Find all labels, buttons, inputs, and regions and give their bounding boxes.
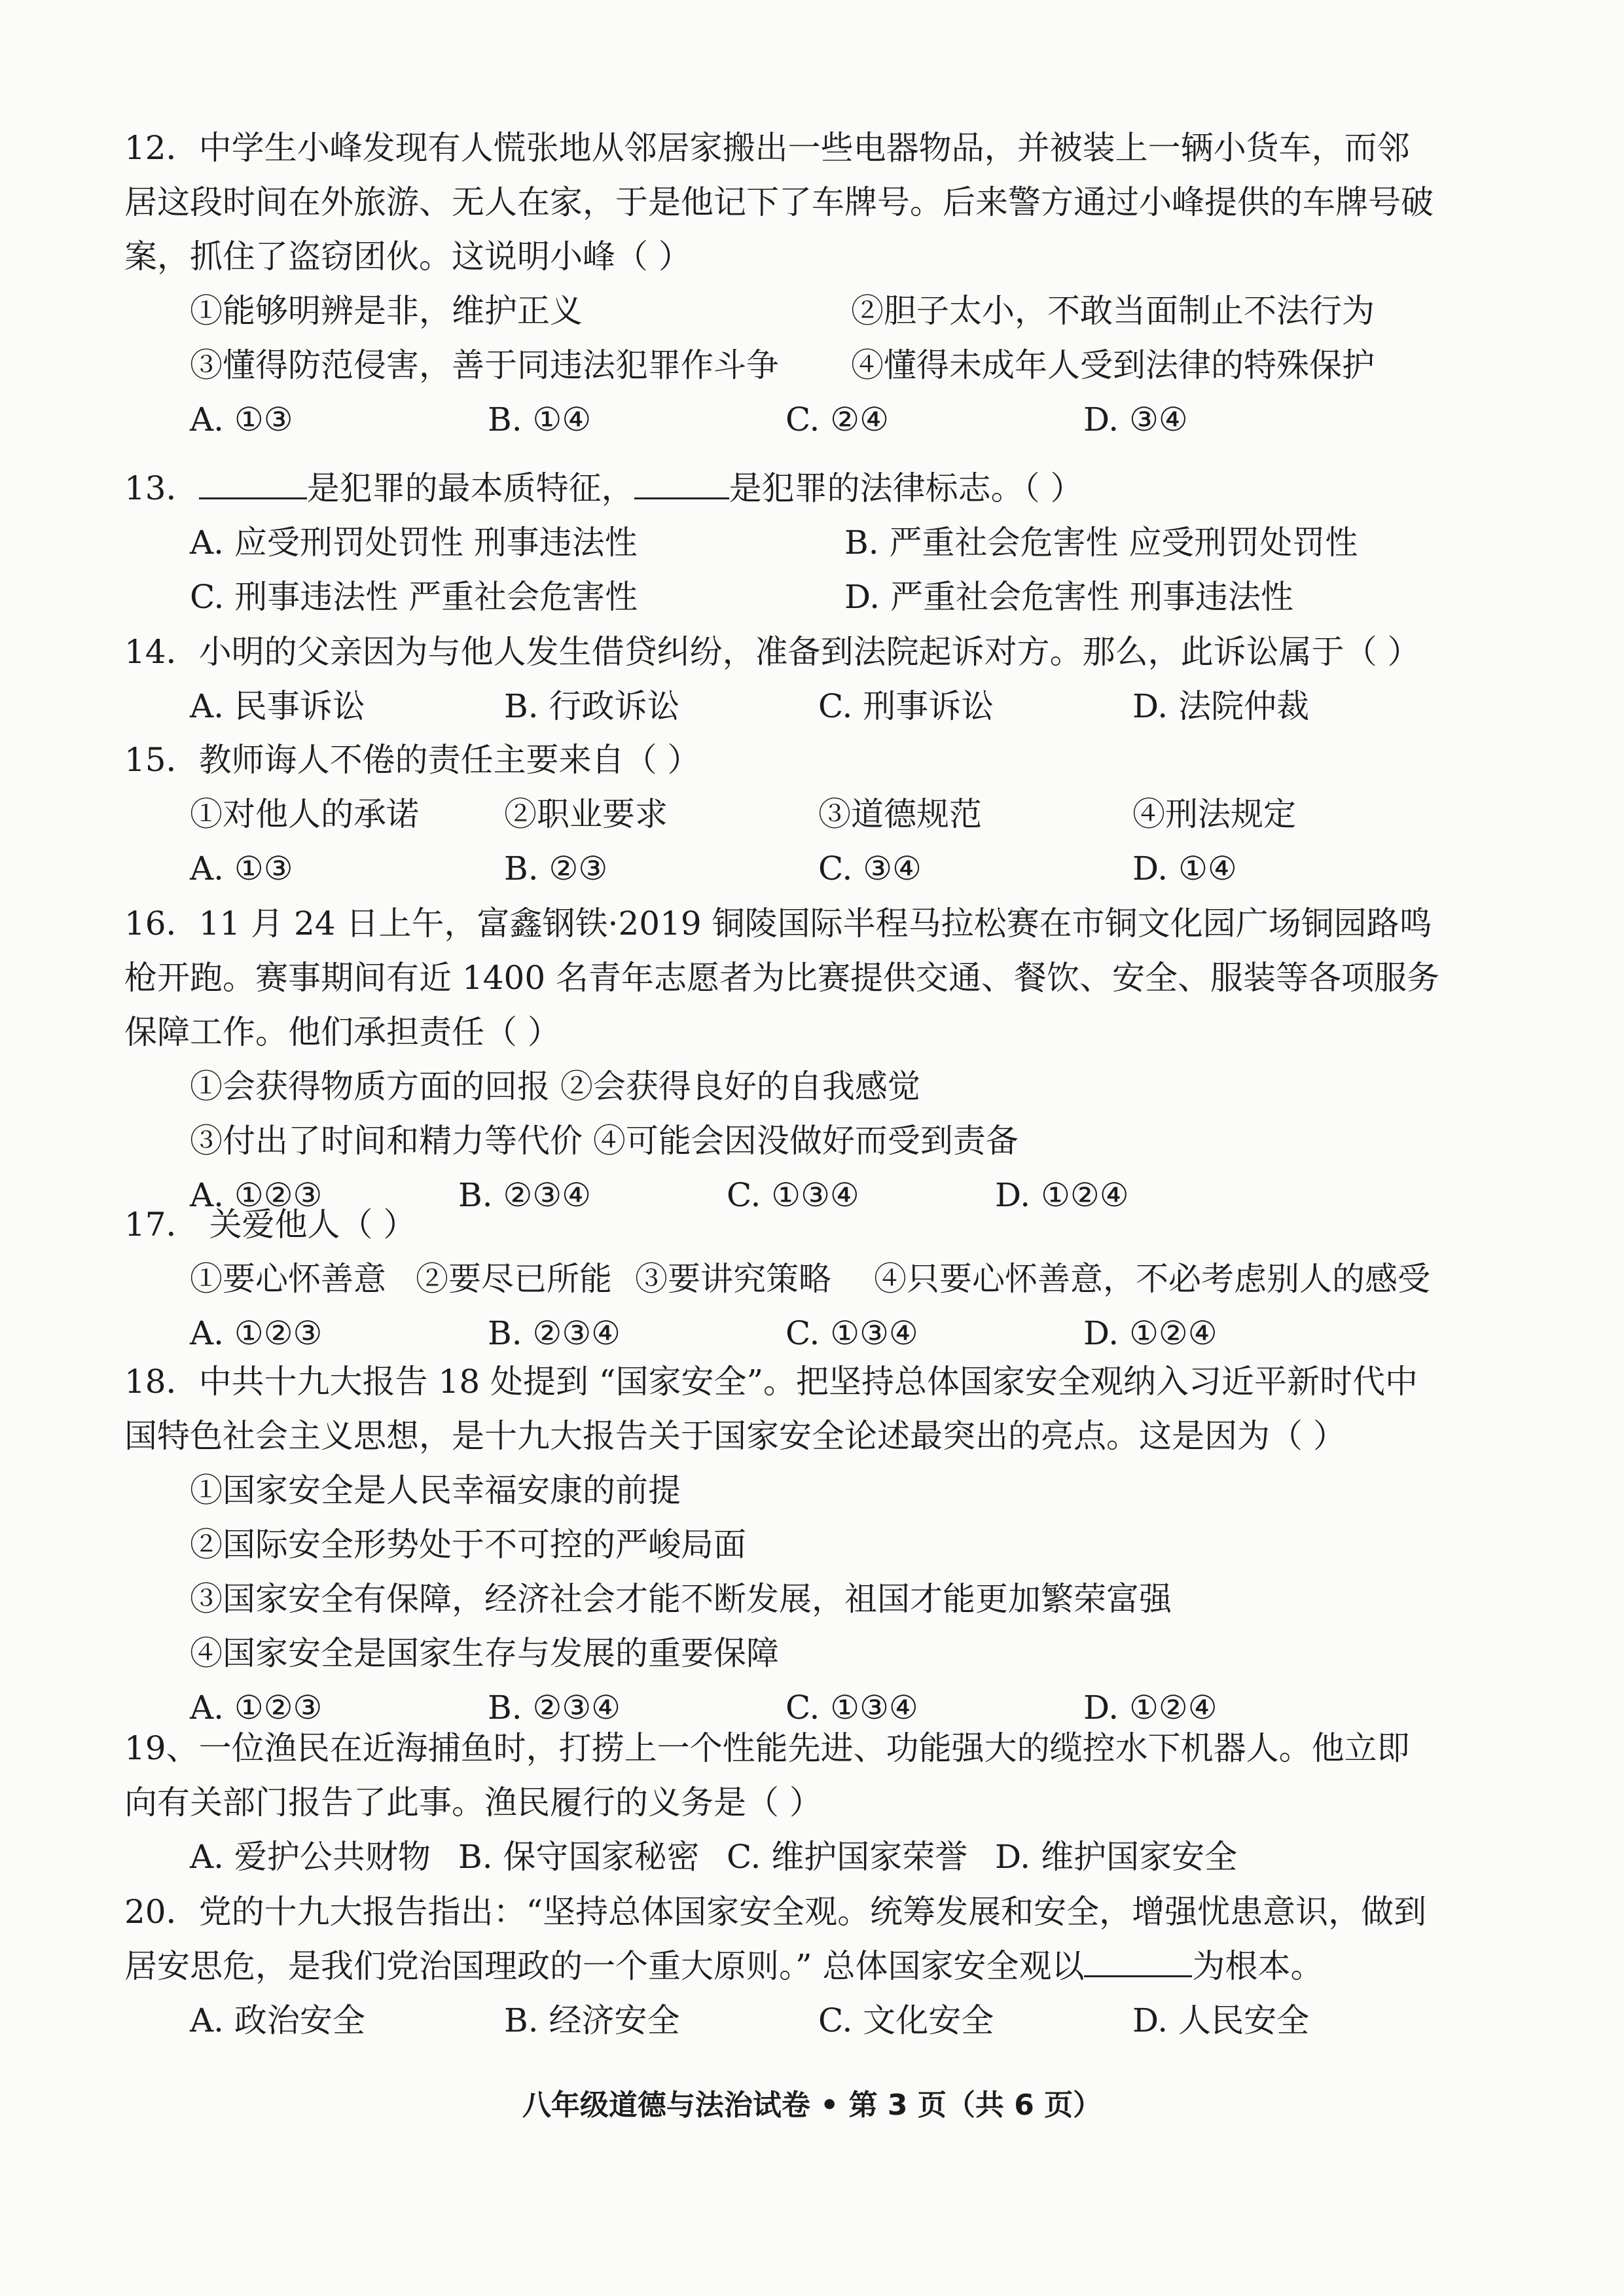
question-18 (124, 1355, 1440, 1735)
statement-4: ④国家安全是国家生存与发展的重要保障 (190, 1634, 779, 1672)
question-12 (124, 121, 1440, 447)
option-d[interactable]: D. 人民安全 (1132, 2001, 1310, 2039)
option-c[interactable]: C. ③④ (818, 850, 922, 888)
option-a[interactable]: A. 应受刑罚处罚性 刑事违法性 (190, 524, 638, 562)
question-text: 是犯罪的最本质特征， (306, 469, 634, 507)
statement-1: ①国家安全是人民幸福安康的前提 (190, 1471, 681, 1509)
statement-4: ④只要心怀善意，不必考虑别人的感受 (874, 1260, 1430, 1298)
option-c[interactable]: C. ①③④ (785, 1689, 918, 1727)
question-stem (124, 1885, 1440, 1994)
statement-4: ④懂得未成年人受到法律的特殊保护 (851, 346, 1375, 384)
question-text: 20．党的十九大报告指出：“坚持总体国家安全观。统筹发展和安全，增强忧患意识，做到居安思危，是我们党治国理政的一个重大原则。” 总体国家安全观以 (124, 1893, 1427, 1985)
option-a[interactable]: A. ①②③ (190, 1176, 323, 1214)
option-row (124, 570, 1440, 624)
question-20 (124, 1885, 1440, 2048)
option-a[interactable]: A. 爱护公共财物 (190, 1838, 431, 1876)
option-row (124, 1994, 1440, 2048)
option-row (124, 516, 1440, 570)
statement-row (124, 787, 1440, 842)
question-stem: 17． 关爱他人（ ） (124, 1206, 416, 1244)
option-row (124, 1830, 1440, 1884)
answer-blank[interactable] (1084, 1946, 1192, 1977)
option-a[interactable]: A. ①②③ (190, 1314, 323, 1352)
answer-blank[interactable] (634, 469, 729, 499)
question-13 (124, 461, 1440, 624)
question-14 (124, 625, 1440, 734)
option-d[interactable]: D. ①②④ (1083, 1314, 1218, 1352)
option-d[interactable]: D. ①②④ (995, 1176, 1129, 1214)
option-b[interactable]: B. ①④ (488, 401, 592, 439)
statement-3: ③懂得防范侵害，善于同违法犯罪作斗争 (190, 346, 779, 384)
question-15 (124, 733, 1440, 896)
question-stem: 12．中学生小峰发现有人慌张地从邻居家搬出一些电器物品，并被装上一辆小货车，而邻居这段时间在外旅游、无人在家，于是他记下了车牌号。后来警方通过小峰提供的车牌号破案，抓住了盗窃团伙。这说明小峰（ ） (124, 129, 1434, 276)
statement-1: ①能够明辨是非，维护正义 (190, 292, 583, 330)
statement-2: ②职业要求 (504, 795, 668, 833)
question-17 (124, 1198, 1440, 1361)
question-text: 是犯罪的法律标志。（ ） (729, 469, 1083, 507)
option-c[interactable]: C. ①③④ (727, 1176, 859, 1214)
option-b[interactable]: B. 经济安全 (504, 2001, 680, 2039)
page-footer: 八年级道德与法治试卷 • 第 3 页（共 6 页） (522, 2089, 1102, 2122)
option-a[interactable]: A. 民事诉讼 (190, 687, 365, 725)
statement-row (124, 338, 1440, 393)
question-number: 13． (124, 469, 199, 507)
option-b[interactable]: B. ②③④ (488, 1314, 621, 1352)
statement-row (124, 284, 1440, 338)
option-c[interactable]: C. 刑事诉讼 (818, 687, 994, 725)
option-c[interactable]: C. 文化安全 (818, 2001, 994, 2039)
statement-3: ③国家安全有保障，经济社会才能不断发展，祖国才能更加繁荣富强 (190, 1580, 1172, 1618)
option-d[interactable]: D. 严重社会危害性 刑事违法性 (844, 578, 1293, 616)
statement-line: ③付出了时间和精力等代价 ④可能会因没做好而受到责备 (190, 1122, 1019, 1160)
option-d[interactable]: D. ①②④ (1083, 1689, 1218, 1727)
question-stem (124, 461, 1440, 516)
statement-1: ①对他人的承诺 (190, 795, 419, 833)
question-stem: 19、一位渔民在近海捕鱼时，打捞上一个性能先进、功能强大的缆控水下机器人。他立即向有关部门报告了此事。渔民履行的义务是（ ） (124, 1729, 1410, 1821)
question-stem: 16．11 月 24 日上午，富鑫钢铁·2019 铜陵国际半程马拉松赛在市铜文化园广场铜园路鸣枪开跑。赛事期间有近 1400 名青年志愿者为比赛提供交通、餐饮、安全、服装等各项服务保障工作。他们承担责任（ ） (124, 905, 1440, 1051)
statement-2: ②要尽已所能 (416, 1260, 612, 1298)
question-stem: 18．中共十九大报告 18 处提到 “国家安全”。把坚持总体国家安全观纳入习近平新时代中国特色社会主义思想，是十九大报告关于国家安全论述最突出的亮点。这是因为（ ） (124, 1363, 1418, 1455)
statement-3: ③要讲究策略 (635, 1260, 831, 1298)
option-a[interactable]: A. 政治安全 (190, 2001, 365, 2039)
option-d[interactable]: D. ①④ (1132, 850, 1237, 888)
question-stem: 14．小明的父亲因为与他人发生借贷纠纷，准备到法院起诉对方。那么，此诉讼属于（ ） (124, 633, 1420, 671)
option-a[interactable]: A. ①②③ (190, 1689, 323, 1727)
option-row (124, 842, 1440, 896)
option-row (124, 679, 1440, 734)
option-d[interactable]: D. 法院仲裁 (1132, 687, 1310, 725)
statement-1: ①要心怀善意 (190, 1260, 386, 1298)
option-b[interactable]: B. ②③④ (458, 1176, 592, 1214)
statement-2: ②国际安全形势处于不可控的严峻局面 (190, 1526, 746, 1564)
statement-row (124, 1252, 1440, 1306)
option-c[interactable]: C. 维护国家荣誉 (727, 1838, 968, 1876)
statement-3: ③道德规范 (818, 795, 982, 833)
statement-2: ②胆子太小，不敢当面制止不法行为 (851, 292, 1375, 330)
option-c[interactable]: C. ②④ (785, 401, 889, 439)
option-c[interactable]: C. 刑事违法性 严重社会危害性 (190, 578, 638, 616)
answer-blank[interactable] (199, 469, 307, 499)
question-stem: 15．教师诲人不倦的责任主要来自（ ） (124, 741, 700, 779)
statement-line: ①会获得物质方面的回报 ②会获得良好的自我感觉 (190, 1067, 920, 1105)
option-b[interactable]: B. 保守国家秘密 (458, 1838, 700, 1876)
option-b[interactable]: B. ②③④ (488, 1689, 621, 1727)
option-row (124, 393, 1440, 447)
question-16 (124, 897, 1440, 1223)
option-row (124, 1306, 1440, 1361)
option-b[interactable]: B. 行政诉讼 (504, 687, 680, 725)
option-d[interactable]: D. 维护国家安全 (995, 1838, 1238, 1876)
option-a[interactable]: A. ①③ (190, 850, 293, 888)
statement-4: ④刑法规定 (1132, 795, 1296, 833)
option-c[interactable]: C. ①③④ (785, 1314, 918, 1352)
option-a[interactable]: A. ①③ (190, 401, 293, 439)
question-text: 为根本。 (1192, 1947, 1324, 1985)
option-b[interactable]: B. 严重社会危害性 应受刑罚处罚性 (844, 524, 1358, 562)
question-19 (124, 1721, 1440, 1884)
option-d[interactable]: D. ③④ (1083, 401, 1188, 439)
option-b[interactable]: B. ②③ (504, 850, 608, 888)
